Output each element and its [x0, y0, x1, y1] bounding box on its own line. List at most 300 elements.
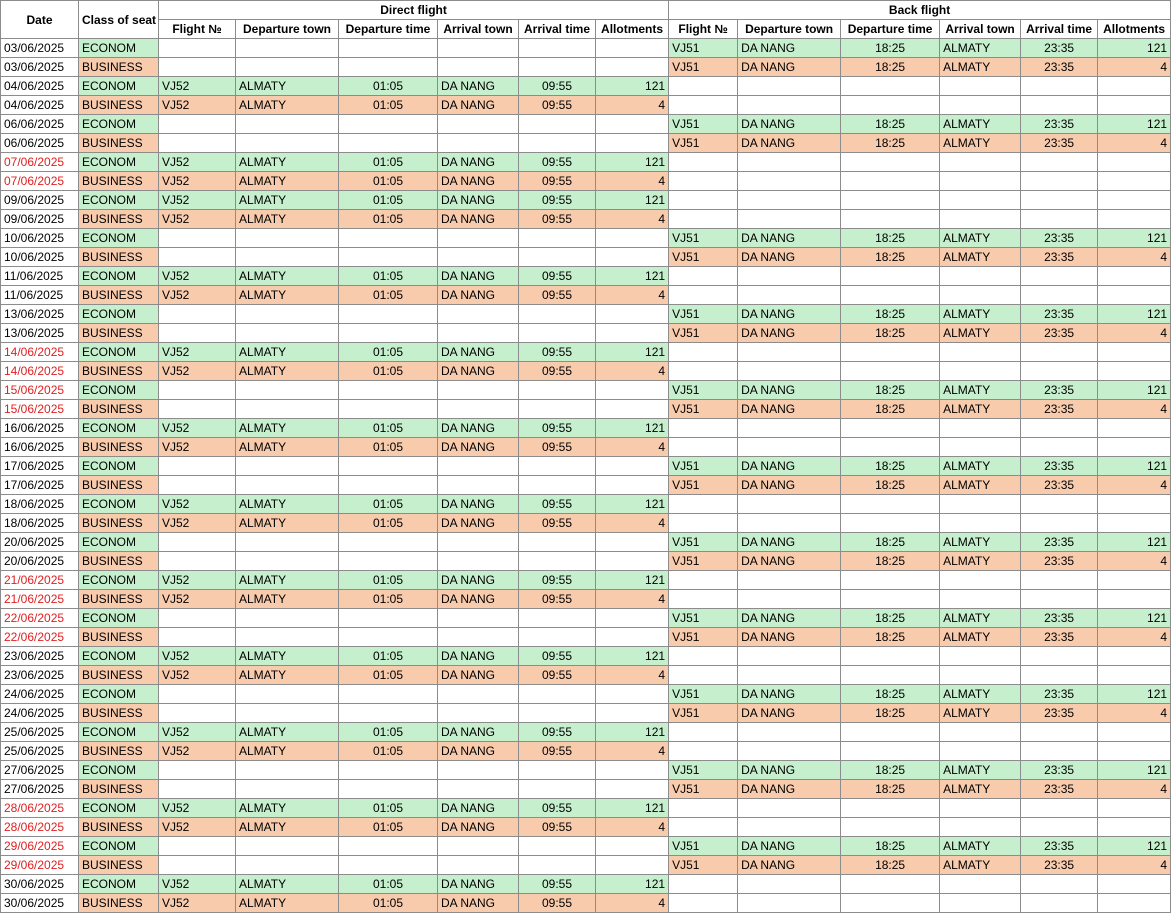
direct-allotments-cell[interactable] — [596, 134, 669, 153]
back-arrival-town-cell[interactable]: ALMATY — [940, 780, 1021, 799]
back-departure-time-cell[interactable]: 18:25 — [841, 58, 940, 77]
back-departure-town-cell[interactable]: DA NANG — [738, 58, 841, 77]
direct-departure-town-cell[interactable] — [236, 134, 339, 153]
back-departure-town-cell[interactable]: DA NANG — [738, 704, 841, 723]
direct-departure-time-cell[interactable]: 01:05 — [339, 894, 438, 913]
back-departure-time-cell[interactable] — [841, 875, 940, 894]
back-arrival-town-cell[interactable] — [940, 343, 1021, 362]
back-flight-number-cell[interactable]: VJ51 — [669, 457, 738, 476]
direct-departure-time-cell[interactable]: 01:05 — [339, 419, 438, 438]
direct-departure-town-cell[interactable]: ALMATY — [236, 647, 339, 666]
date-cell[interactable]: 28/06/2025 — [1, 799, 79, 818]
direct-departure-time-cell[interactable]: 01:05 — [339, 362, 438, 381]
direct-allotments-cell[interactable]: 4 — [596, 894, 669, 913]
back-departure-town-cell[interactable] — [738, 590, 841, 609]
back-departure-time-cell[interactable] — [841, 286, 940, 305]
class-cell[interactable]: ECONOM — [79, 647, 159, 666]
header-back-arrival-time[interactable]: Arrival time — [1021, 20, 1098, 39]
direct-allotments-cell[interactable] — [596, 305, 669, 324]
back-allotments-cell[interactable]: 121 — [1098, 305, 1171, 324]
class-cell[interactable]: ECONOM — [79, 761, 159, 780]
direct-flight-number-cell[interactable]: VJ52 — [159, 96, 236, 115]
back-arrival-time-cell[interactable] — [1021, 77, 1098, 96]
back-departure-town-cell[interactable]: DA NANG — [738, 248, 841, 267]
back-flight-number-cell[interactable]: VJ51 — [669, 780, 738, 799]
direct-allotments-cell[interactable]: 121 — [596, 799, 669, 818]
back-arrival-time-cell[interactable] — [1021, 514, 1098, 533]
date-cell[interactable]: 03/06/2025 — [1, 58, 79, 77]
header-direct-flight[interactable]: Direct flight — [159, 1, 669, 20]
direct-arrival-time-cell[interactable] — [519, 780, 596, 799]
back-arrival-time-cell[interactable]: 23:35 — [1021, 552, 1098, 571]
date-cell[interactable]: 22/06/2025 — [1, 609, 79, 628]
direct-arrival-town-cell[interactable]: DA NANG — [438, 77, 519, 96]
back-flight-number-cell[interactable]: VJ51 — [669, 552, 738, 571]
direct-flight-number-cell[interactable]: VJ52 — [159, 77, 236, 96]
date-cell[interactable]: 04/06/2025 — [1, 96, 79, 115]
direct-flight-number-cell[interactable] — [159, 552, 236, 571]
back-allotments-cell[interactable] — [1098, 818, 1171, 837]
class-cell[interactable]: ECONOM — [79, 381, 159, 400]
direct-allotments-cell[interactable]: 4 — [596, 438, 669, 457]
back-departure-time-cell[interactable]: 18:25 — [841, 628, 940, 647]
back-allotments-cell[interactable]: 121 — [1098, 457, 1171, 476]
direct-flight-number-cell[interactable]: VJ52 — [159, 438, 236, 457]
direct-flight-number-cell[interactable] — [159, 856, 236, 875]
date-cell[interactable]: 13/06/2025 — [1, 324, 79, 343]
header-back-allotments[interactable]: Allotments — [1098, 20, 1171, 39]
date-cell[interactable]: 20/06/2025 — [1, 552, 79, 571]
direct-allotments-cell[interactable]: 4 — [596, 362, 669, 381]
direct-departure-town-cell[interactable]: ALMATY — [236, 590, 339, 609]
direct-departure-time-cell[interactable]: 01:05 — [339, 818, 438, 837]
header-back-departure-town[interactable]: Departure town — [738, 20, 841, 39]
direct-departure-town-cell[interactable] — [236, 552, 339, 571]
back-flight-number-cell[interactable]: VJ51 — [669, 248, 738, 267]
back-arrival-town-cell[interactable]: ALMATY — [940, 552, 1021, 571]
back-arrival-time-cell[interactable] — [1021, 875, 1098, 894]
direct-arrival-time-cell[interactable] — [519, 248, 596, 267]
direct-flight-number-cell[interactable] — [159, 533, 236, 552]
back-departure-town-cell[interactable]: DA NANG — [738, 400, 841, 419]
direct-allotments-cell[interactable]: 121 — [596, 77, 669, 96]
direct-arrival-town-cell[interactable] — [438, 229, 519, 248]
direct-arrival-town-cell[interactable] — [438, 761, 519, 780]
date-cell[interactable]: 18/06/2025 — [1, 495, 79, 514]
direct-arrival-town-cell[interactable]: DA NANG — [438, 343, 519, 362]
back-departure-time-cell[interactable]: 18:25 — [841, 134, 940, 153]
header-back-flight-number[interactable]: Flight № — [669, 20, 738, 39]
back-departure-time-cell[interactable] — [841, 495, 940, 514]
date-cell[interactable]: 23/06/2025 — [1, 666, 79, 685]
back-allotments-cell[interactable]: 121 — [1098, 837, 1171, 856]
direct-departure-time-cell[interactable] — [339, 780, 438, 799]
back-flight-number-cell[interactable]: VJ51 — [669, 761, 738, 780]
direct-departure-town-cell[interactable]: ALMATY — [236, 723, 339, 742]
date-cell[interactable]: 11/06/2025 — [1, 267, 79, 286]
direct-flight-number-cell[interactable]: VJ52 — [159, 875, 236, 894]
back-departure-town-cell[interactable]: DA NANG — [738, 115, 841, 134]
header-date[interactable]: Date — [1, 1, 79, 39]
back-departure-town-cell[interactable]: DA NANG — [738, 39, 841, 58]
back-arrival-town-cell[interactable] — [940, 438, 1021, 457]
back-departure-town-cell[interactable] — [738, 894, 841, 913]
direct-arrival-town-cell[interactable]: DA NANG — [438, 153, 519, 172]
direct-arrival-town-cell[interactable] — [438, 400, 519, 419]
back-flight-number-cell[interactable]: VJ51 — [669, 305, 738, 324]
back-departure-time-cell[interactable]: 18:25 — [841, 533, 940, 552]
back-arrival-time-cell[interactable] — [1021, 419, 1098, 438]
header-back-flight[interactable]: Back flight — [669, 1, 1171, 20]
back-flight-number-cell[interactable] — [669, 666, 738, 685]
back-departure-time-cell[interactable]: 18:25 — [841, 761, 940, 780]
back-flight-number-cell[interactable] — [669, 438, 738, 457]
back-departure-town-cell[interactable]: DA NANG — [738, 476, 841, 495]
back-arrival-time-cell[interactable]: 23:35 — [1021, 685, 1098, 704]
back-arrival-time-cell[interactable] — [1021, 590, 1098, 609]
direct-arrival-time-cell[interactable]: 09:55 — [519, 343, 596, 362]
back-allotments-cell[interactable]: 4 — [1098, 856, 1171, 875]
direct-departure-town-cell[interactable] — [236, 533, 339, 552]
back-arrival-time-cell[interactable]: 23:35 — [1021, 58, 1098, 77]
back-allotments-cell[interactable]: 121 — [1098, 761, 1171, 780]
direct-arrival-time-cell[interactable]: 09:55 — [519, 590, 596, 609]
direct-departure-town-cell[interactable] — [236, 39, 339, 58]
back-flight-number-cell[interactable] — [669, 362, 738, 381]
direct-departure-town-cell[interactable]: ALMATY — [236, 894, 339, 913]
direct-allotments-cell[interactable]: 121 — [596, 153, 669, 172]
back-arrival-time-cell[interactable] — [1021, 666, 1098, 685]
date-cell[interactable]: 25/06/2025 — [1, 723, 79, 742]
date-cell[interactable]: 03/06/2025 — [1, 39, 79, 58]
back-arrival-town-cell[interactable]: ALMATY — [940, 381, 1021, 400]
direct-allotments-cell[interactable] — [596, 533, 669, 552]
back-departure-town-cell[interactable]: DA NANG — [738, 381, 841, 400]
back-departure-time-cell[interactable] — [841, 210, 940, 229]
date-cell[interactable]: 24/06/2025 — [1, 685, 79, 704]
direct-arrival-time-cell[interactable] — [519, 856, 596, 875]
direct-allotments-cell[interactable]: 121 — [596, 875, 669, 894]
date-cell[interactable]: 24/06/2025 — [1, 704, 79, 723]
back-flight-number-cell[interactable]: VJ51 — [669, 685, 738, 704]
direct-flight-number-cell[interactable]: VJ52 — [159, 514, 236, 533]
back-departure-town-cell[interactable]: DA NANG — [738, 761, 841, 780]
back-flight-number-cell[interactable] — [669, 723, 738, 742]
back-flight-number-cell[interactable] — [669, 894, 738, 913]
direct-arrival-town-cell[interactable]: DA NANG — [438, 723, 519, 742]
direct-departure-town-cell[interactable] — [236, 58, 339, 77]
direct-departure-town-cell[interactable]: ALMATY — [236, 495, 339, 514]
class-cell[interactable]: BUSINESS — [79, 248, 159, 267]
direct-departure-time-cell[interactable]: 01:05 — [339, 647, 438, 666]
back-flight-number-cell[interactable]: VJ51 — [669, 400, 738, 419]
back-departure-time-cell[interactable]: 18:25 — [841, 704, 940, 723]
back-arrival-town-cell[interactable] — [940, 875, 1021, 894]
back-allotments-cell[interactable] — [1098, 647, 1171, 666]
direct-departure-time-cell[interactable] — [339, 248, 438, 267]
direct-flight-number-cell[interactable]: VJ52 — [159, 343, 236, 362]
back-flight-number-cell[interactable] — [669, 153, 738, 172]
back-arrival-time-cell[interactable]: 23:35 — [1021, 837, 1098, 856]
back-arrival-town-cell[interactable]: ALMATY — [940, 457, 1021, 476]
direct-arrival-time-cell[interactable]: 09:55 — [519, 666, 596, 685]
direct-flight-number-cell[interactable] — [159, 761, 236, 780]
direct-departure-time-cell[interactable]: 01:05 — [339, 590, 438, 609]
back-flight-number-cell[interactable] — [669, 818, 738, 837]
back-departure-time-cell[interactable] — [841, 153, 940, 172]
back-allotments-cell[interactable] — [1098, 514, 1171, 533]
direct-arrival-town-cell[interactable]: DA NANG — [438, 96, 519, 115]
direct-departure-town-cell[interactable] — [236, 457, 339, 476]
direct-allotments-cell[interactable] — [596, 609, 669, 628]
direct-departure-town-cell[interactable]: ALMATY — [236, 875, 339, 894]
back-allotments-cell[interactable]: 4 — [1098, 552, 1171, 571]
direct-arrival-time-cell[interactable]: 09:55 — [519, 153, 596, 172]
back-arrival-time-cell[interactable]: 23:35 — [1021, 457, 1098, 476]
direct-arrival-time-cell[interactable] — [519, 837, 596, 856]
direct-allotments-cell[interactable] — [596, 628, 669, 647]
header-back-departure-time[interactable]: Departure time — [841, 20, 940, 39]
back-allotments-cell[interactable] — [1098, 419, 1171, 438]
direct-departure-time-cell[interactable]: 01:05 — [339, 343, 438, 362]
direct-departure-town-cell[interactable] — [236, 229, 339, 248]
direct-arrival-time-cell[interactable] — [519, 381, 596, 400]
back-flight-number-cell[interactable]: VJ51 — [669, 58, 738, 77]
direct-allotments-cell[interactable]: 4 — [596, 210, 669, 229]
direct-arrival-town-cell[interactable] — [438, 704, 519, 723]
header-direct-departure-town[interactable]: Departure town — [236, 20, 339, 39]
back-arrival-town-cell[interactable] — [940, 799, 1021, 818]
direct-arrival-time-cell[interactable] — [519, 305, 596, 324]
back-departure-town-cell[interactable]: DA NANG — [738, 305, 841, 324]
back-allotments-cell[interactable] — [1098, 742, 1171, 761]
direct-allotments-cell[interactable]: 4 — [596, 590, 669, 609]
back-flight-number-cell[interactable] — [669, 96, 738, 115]
direct-flight-number-cell[interactable]: VJ52 — [159, 419, 236, 438]
date-cell[interactable]: 10/06/2025 — [1, 248, 79, 267]
direct-allotments-cell[interactable]: 4 — [596, 666, 669, 685]
back-arrival-time-cell[interactable]: 23:35 — [1021, 248, 1098, 267]
direct-flight-number-cell[interactable] — [159, 115, 236, 134]
class-cell[interactable]: ECONOM — [79, 229, 159, 248]
back-arrival-time-cell[interactable] — [1021, 571, 1098, 590]
direct-flight-number-cell[interactable] — [159, 628, 236, 647]
direct-departure-town-cell[interactable] — [236, 856, 339, 875]
direct-arrival-town-cell[interactable] — [438, 457, 519, 476]
direct-flight-number-cell[interactable]: VJ52 — [159, 495, 236, 514]
direct-departure-time-cell[interactable]: 01:05 — [339, 438, 438, 457]
class-cell[interactable]: ECONOM — [79, 723, 159, 742]
back-arrival-time-cell[interactable] — [1021, 153, 1098, 172]
back-arrival-town-cell[interactable]: ALMATY — [940, 248, 1021, 267]
date-cell[interactable]: 17/06/2025 — [1, 457, 79, 476]
back-arrival-town-cell[interactable]: ALMATY — [940, 58, 1021, 77]
back-arrival-town-cell[interactable] — [940, 96, 1021, 115]
direct-flight-number-cell[interactable] — [159, 400, 236, 419]
direct-arrival-time-cell[interactable]: 09:55 — [519, 96, 596, 115]
direct-departure-town-cell[interactable]: ALMATY — [236, 286, 339, 305]
direct-arrival-town-cell[interactable]: DA NANG — [438, 799, 519, 818]
direct-flight-number-cell[interactable]: VJ52 — [159, 742, 236, 761]
direct-arrival-town-cell[interactable] — [438, 39, 519, 58]
date-cell[interactable]: 16/06/2025 — [1, 438, 79, 457]
direct-flight-number-cell[interactable] — [159, 134, 236, 153]
back-arrival-time-cell[interactable] — [1021, 286, 1098, 305]
back-departure-time-cell[interactable] — [841, 571, 940, 590]
back-arrival-town-cell[interactable]: ALMATY — [940, 837, 1021, 856]
class-cell[interactable]: ECONOM — [79, 77, 159, 96]
back-flight-number-cell[interactable] — [669, 590, 738, 609]
back-allotments-cell[interactable] — [1098, 77, 1171, 96]
direct-departure-time-cell[interactable] — [339, 381, 438, 400]
back-arrival-time-cell[interactable] — [1021, 742, 1098, 761]
direct-allotments-cell[interactable] — [596, 837, 669, 856]
back-allotments-cell[interactable]: 121 — [1098, 533, 1171, 552]
direct-arrival-town-cell[interactable]: DA NANG — [438, 267, 519, 286]
date-cell[interactable]: 07/06/2025 — [1, 172, 79, 191]
direct-arrival-time-cell[interactable]: 09:55 — [519, 799, 596, 818]
direct-flight-number-cell[interactable] — [159, 248, 236, 267]
direct-departure-time-cell[interactable]: 01:05 — [339, 191, 438, 210]
class-cell[interactable]: BUSINESS — [79, 210, 159, 229]
back-arrival-town-cell[interactable]: ALMATY — [940, 324, 1021, 343]
back-arrival-time-cell[interactable]: 23:35 — [1021, 761, 1098, 780]
direct-arrival-time-cell[interactable] — [519, 229, 596, 248]
direct-departure-town-cell[interactable] — [236, 248, 339, 267]
back-allotments-cell[interactable]: 4 — [1098, 324, 1171, 343]
back-allotments-cell[interactable]: 121 — [1098, 39, 1171, 58]
class-cell[interactable]: ECONOM — [79, 495, 159, 514]
back-departure-time-cell[interactable]: 18:25 — [841, 115, 940, 134]
date-cell[interactable]: 30/06/2025 — [1, 894, 79, 913]
date-cell[interactable]: 23/06/2025 — [1, 647, 79, 666]
direct-arrival-time-cell[interactable]: 09:55 — [519, 571, 596, 590]
direct-departure-time-cell[interactable]: 01:05 — [339, 172, 438, 191]
direct-arrival-town-cell[interactable]: DA NANG — [438, 286, 519, 305]
direct-arrival-time-cell[interactable] — [519, 628, 596, 647]
header-direct-arrival-town[interactable]: Arrival town — [438, 20, 519, 39]
date-cell[interactable]: 15/06/2025 — [1, 400, 79, 419]
class-cell[interactable]: ECONOM — [79, 799, 159, 818]
direct-flight-number-cell[interactable] — [159, 229, 236, 248]
class-cell[interactable]: ECONOM — [79, 685, 159, 704]
back-arrival-town-cell[interactable] — [940, 172, 1021, 191]
direct-arrival-town-cell[interactable]: DA NANG — [438, 894, 519, 913]
direct-departure-time-cell[interactable] — [339, 476, 438, 495]
back-arrival-time-cell[interactable] — [1021, 799, 1098, 818]
direct-arrival-time-cell[interactable] — [519, 134, 596, 153]
class-cell[interactable]: ECONOM — [79, 419, 159, 438]
date-cell[interactable]: 30/06/2025 — [1, 875, 79, 894]
back-departure-town-cell[interactable] — [738, 818, 841, 837]
class-cell[interactable]: ECONOM — [79, 457, 159, 476]
back-allotments-cell[interactable] — [1098, 210, 1171, 229]
back-departure-time-cell[interactable] — [841, 647, 940, 666]
header-direct-flight-number[interactable]: Flight № — [159, 20, 236, 39]
back-flight-number-cell[interactable]: VJ51 — [669, 39, 738, 58]
back-arrival-town-cell[interactable]: ALMATY — [940, 115, 1021, 134]
class-cell[interactable]: ECONOM — [79, 837, 159, 856]
back-departure-time-cell[interactable]: 18:25 — [841, 400, 940, 419]
direct-arrival-town-cell[interactable] — [438, 780, 519, 799]
direct-arrival-town-cell[interactable] — [438, 248, 519, 267]
back-allotments-cell[interactable]: 4 — [1098, 628, 1171, 647]
back-allotments-cell[interactable]: 4 — [1098, 400, 1171, 419]
back-departure-town-cell[interactable]: DA NANG — [738, 134, 841, 153]
direct-departure-town-cell[interactable] — [236, 324, 339, 343]
class-cell[interactable]: ECONOM — [79, 267, 159, 286]
back-departure-town-cell[interactable] — [738, 153, 841, 172]
direct-departure-time-cell[interactable]: 01:05 — [339, 210, 438, 229]
class-cell[interactable]: BUSINESS — [79, 438, 159, 457]
class-cell[interactable]: BUSINESS — [79, 780, 159, 799]
back-arrival-town-cell[interactable] — [940, 362, 1021, 381]
direct-allotments-cell[interactable]: 4 — [596, 286, 669, 305]
direct-flight-number-cell[interactable]: VJ52 — [159, 894, 236, 913]
back-flight-number-cell[interactable] — [669, 343, 738, 362]
direct-arrival-time-cell[interactable]: 09:55 — [519, 419, 596, 438]
back-allotments-cell[interactable] — [1098, 590, 1171, 609]
direct-allotments-cell[interactable] — [596, 704, 669, 723]
direct-departure-time-cell[interactable]: 01:05 — [339, 723, 438, 742]
direct-arrival-time-cell[interactable]: 09:55 — [519, 210, 596, 229]
direct-departure-town-cell[interactable]: ALMATY — [236, 77, 339, 96]
back-arrival-town-cell[interactable]: ALMATY — [940, 761, 1021, 780]
direct-flight-number-cell[interactable] — [159, 837, 236, 856]
back-allotments-cell[interactable]: 4 — [1098, 476, 1171, 495]
direct-allotments-cell[interactable] — [596, 115, 669, 134]
back-arrival-time-cell[interactable] — [1021, 818, 1098, 837]
back-departure-town-cell[interactable]: DA NANG — [738, 780, 841, 799]
back-departure-time-cell[interactable] — [841, 172, 940, 191]
back-departure-town-cell[interactable] — [738, 495, 841, 514]
header-direct-allotments[interactable]: Allotments — [596, 20, 669, 39]
back-arrival-town-cell[interactable]: ALMATY — [940, 856, 1021, 875]
back-arrival-time-cell[interactable] — [1021, 438, 1098, 457]
back-departure-town-cell[interactable]: DA NANG — [738, 552, 841, 571]
direct-flight-number-cell[interactable]: VJ52 — [159, 723, 236, 742]
direct-arrival-town-cell[interactable]: DA NANG — [438, 590, 519, 609]
direct-departure-time-cell[interactable]: 01:05 — [339, 571, 438, 590]
date-cell[interactable]: 11/06/2025 — [1, 286, 79, 305]
back-departure-time-cell[interactable]: 18:25 — [841, 780, 940, 799]
back-departure-time-cell[interactable] — [841, 419, 940, 438]
direct-arrival-time-cell[interactable]: 09:55 — [519, 267, 596, 286]
date-cell[interactable]: 25/06/2025 — [1, 742, 79, 761]
direct-flight-number-cell[interactable]: VJ52 — [159, 172, 236, 191]
class-cell[interactable]: BUSINESS — [79, 704, 159, 723]
direct-arrival-town-cell[interactable]: DA NANG — [438, 362, 519, 381]
back-arrival-town-cell[interactable] — [940, 210, 1021, 229]
class-cell[interactable]: BUSINESS — [79, 286, 159, 305]
back-departure-town-cell[interactable] — [738, 343, 841, 362]
direct-flight-number-cell[interactable]: VJ52 — [159, 362, 236, 381]
back-departure-time-cell[interactable] — [841, 514, 940, 533]
class-cell[interactable]: ECONOM — [79, 39, 159, 58]
direct-departure-town-cell[interactable]: ALMATY — [236, 191, 339, 210]
class-cell[interactable]: ECONOM — [79, 115, 159, 134]
back-arrival-time-cell[interactable] — [1021, 495, 1098, 514]
direct-departure-town-cell[interactable]: ALMATY — [236, 742, 339, 761]
direct-departure-time-cell[interactable]: 01:05 — [339, 666, 438, 685]
back-arrival-town-cell[interactable] — [940, 571, 1021, 590]
back-arrival-town-cell[interactable]: ALMATY — [940, 704, 1021, 723]
direct-allotments-cell[interactable]: 4 — [596, 514, 669, 533]
direct-departure-time-cell[interactable] — [339, 58, 438, 77]
direct-arrival-town-cell[interactable]: DA NANG — [438, 210, 519, 229]
back-flight-number-cell[interactable] — [669, 571, 738, 590]
class-cell[interactable]: BUSINESS — [79, 590, 159, 609]
